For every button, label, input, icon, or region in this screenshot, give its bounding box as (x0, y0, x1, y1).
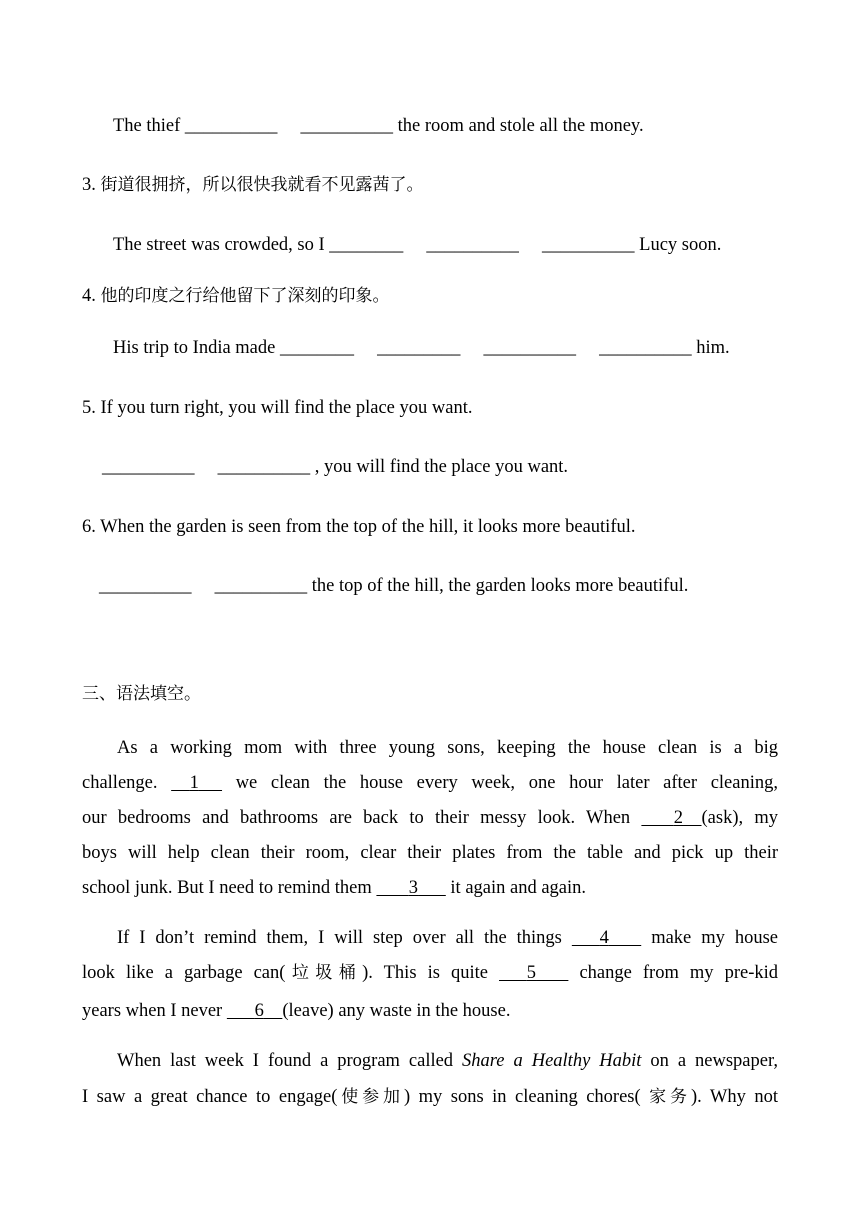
p1-line3 (82, 809, 778, 828)
item4-before: His trip to India made (113, 338, 276, 358)
p1-text: our bedrooms and bathrooms are back to their messy look. When (82, 808, 631, 828)
p2-line3 (82, 1002, 510, 1021)
item3-before: The street was crowded, so I (113, 235, 325, 255)
blank-field[interactable]: __________ (542, 235, 635, 255)
blank-6[interactable]: 6 (254, 1001, 264, 1021)
p2-text: change from my pre-kid (579, 963, 779, 983)
blank-field[interactable]: ________ (279, 338, 354, 358)
item4-chinese: 他的印度之行给他留下了深刻的印象。 (100, 286, 390, 306)
p3-line1 (82, 1052, 778, 1071)
p3-chinese: 家务 (649, 1087, 691, 1107)
program-title: Share a Healthy Habit (462, 1051, 642, 1071)
p2-text: make my house (651, 928, 779, 948)
item4-after: him. (696, 338, 730, 358)
p1-text: boys will help clean their room, clear their plates from the table and pick up their (82, 843, 778, 863)
blank-field[interactable]: __________ (426, 235, 519, 255)
p1-line5 (82, 879, 586, 898)
p2-line2 (82, 964, 778, 983)
blank-field[interactable]: __________ (300, 116, 394, 136)
p2-text: ). This is quite (362, 963, 488, 983)
p1-line2 (82, 774, 778, 793)
item3-chinese: 街道很拥挤，所以很快我就看不见露茜了。 (100, 175, 424, 195)
p1-text: (ask), my (701, 808, 778, 828)
blank-field[interactable]: __________ (99, 576, 192, 596)
blank-field[interactable]: ________ (329, 235, 404, 255)
item-number: 4. (82, 286, 96, 306)
blank-field[interactable]: __________ (483, 338, 576, 358)
p1-text: As a working mom with three young sons, keeping the house clean is a big (117, 738, 778, 758)
item4-answer-line (113, 339, 730, 358)
item2-after: the room and stole all the money. (397, 116, 644, 136)
item5-answer-line (102, 458, 568, 477)
blank-field[interactable]: __________ (214, 576, 308, 596)
blank-2[interactable]: 2 (673, 808, 684, 828)
p3-chinese: 使参加 (337, 1087, 404, 1107)
blank-field[interactable]: _________ (377, 338, 461, 358)
blank-field[interactable]: __________ (217, 457, 311, 477)
blank-field[interactable]: __________ (102, 457, 195, 477)
item5-prompt: 5. If you turn right, you will find the place you want. (82, 398, 473, 418)
item6-after: the top of the hill, the garden looks more beautiful. (311, 576, 689, 596)
p1-text: it again and again. (450, 878, 587, 898)
item5-after: , you will find the place you want. (314, 457, 569, 477)
p2-text: look like a garbage can( (82, 963, 286, 983)
p2-text: If I don’t remind them, I will step over all the things (117, 928, 562, 948)
p1-line4 (82, 844, 778, 863)
blank-4[interactable]: 4 (599, 928, 609, 948)
item3-after: Lucy soon. (639, 235, 722, 255)
p2-text: (leave) any waste in the house. (282, 1001, 511, 1021)
p3-line2 (82, 1088, 778, 1107)
p2-line1 (82, 929, 778, 948)
p1-text: challenge. (82, 773, 158, 793)
item6-answer-line (99, 577, 688, 596)
blank-1[interactable]: 1 (189, 773, 199, 793)
p2-chinese: 垃圾桶 (285, 963, 363, 983)
item4-prompt (82, 287, 390, 306)
item2-answer-line (113, 117, 644, 136)
section3-heading: 三、语法填空。 (82, 684, 201, 704)
p3-text: ) my sons in cleaning chores( (403, 1087, 641, 1107)
p1-line1 (82, 739, 778, 758)
item-number: 3. (82, 175, 96, 195)
p3-text: When last week I found a program called (117, 1051, 454, 1071)
blank-3[interactable]: 3 (408, 878, 419, 898)
blank-5[interactable]: 5 (526, 963, 537, 983)
item6-prompt: 6. When the garden is seen from the top of the hill, it looks more beautiful. (82, 517, 636, 537)
blank-field[interactable]: __________ (599, 338, 692, 358)
item3-answer-line (113, 236, 721, 255)
item2-before: The thief (113, 116, 181, 136)
p3-text: I saw a great chance to engage( (82, 1087, 338, 1107)
p1-text: school junk. But I need to remind them (82, 878, 372, 898)
p3-text: ). Why not (690, 1087, 778, 1107)
p1-text: we clean the house every week, one hour later after cleaning, (235, 773, 778, 793)
p2-text: years when I never (82, 1001, 223, 1021)
item3-prompt (82, 176, 424, 195)
p3-text: on a newspaper, (650, 1051, 779, 1071)
blank-field[interactable]: __________ (184, 116, 278, 136)
